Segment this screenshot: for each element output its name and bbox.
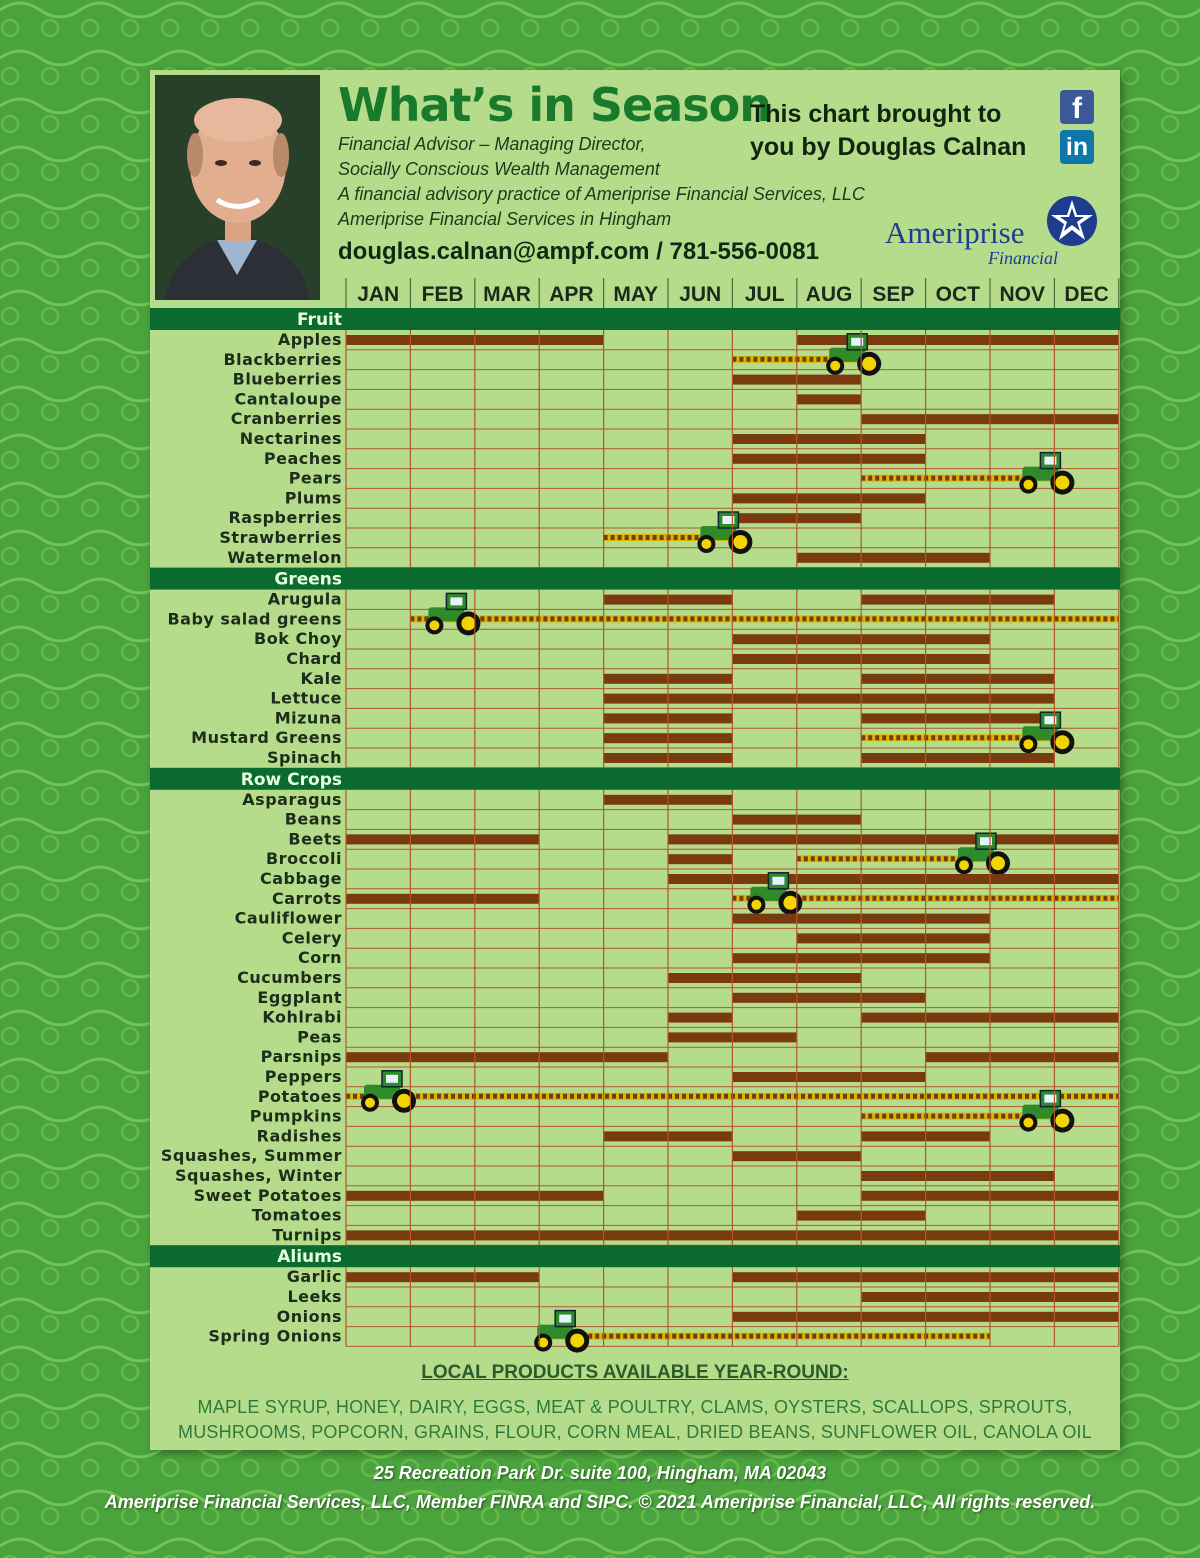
crop-label: Cucumbers xyxy=(237,968,342,987)
season-bar xyxy=(732,1072,925,1082)
crop-label: Kale xyxy=(300,668,342,688)
crop-label: Plums xyxy=(284,488,342,508)
crop-label: Onions xyxy=(276,1306,342,1326)
season-bar xyxy=(732,454,925,464)
sponsor-line-2: you by Douglas Calnan xyxy=(750,133,1027,161)
local-products-line-1: MAPLE SYRUP, HONEY, DAIRY, EGGS, MEAT & POULTRY, CLAMS, OYSTERS, SCALLOPS, SPROUTS, xyxy=(197,1397,1073,1417)
season-bar xyxy=(732,993,925,1003)
crop-label: Potatoes xyxy=(257,1086,342,1106)
season-bar xyxy=(346,834,539,844)
section-title: Row Crops xyxy=(240,769,342,790)
crop-label: Nectarines xyxy=(239,429,342,448)
crop-label: Apples xyxy=(277,330,342,349)
month-header-mar: MAR xyxy=(483,283,531,306)
crop-label: Cranberries xyxy=(230,409,342,429)
footer-disclaimer: Ameriprise Financial Services, LLC, Member FINRA and SIPC. © 2021 Ameriprise Financial, LLC, All rights reserved. xyxy=(104,1492,1096,1512)
season-bar xyxy=(668,874,1119,884)
season-bar xyxy=(668,854,732,864)
season-bar xyxy=(926,1052,1119,1062)
season-grid xyxy=(150,70,1120,1360)
season-bar xyxy=(604,694,1055,704)
month-header-feb: FEB xyxy=(421,283,464,306)
footer-address: 25 Recreation Park Dr. suite 100, Hingham, MA 02043 xyxy=(373,1463,827,1483)
advisor-role: Financial Advisor – Managing Director, xyxy=(338,134,646,154)
advisor-practice: Socially Conscious Wealth Management xyxy=(338,159,660,179)
season-bar xyxy=(861,1171,1054,1181)
crop-label: Carrots xyxy=(272,888,342,908)
crop-label: Garlic xyxy=(286,1267,342,1287)
season-bar xyxy=(668,834,1119,844)
crop-label: Lettuce xyxy=(270,688,342,708)
season-bar xyxy=(861,753,1054,763)
crop-label: Squashes, Winter xyxy=(174,1166,342,1185)
crop-label: Cantaloupe xyxy=(234,389,342,409)
season-bar xyxy=(797,933,990,943)
crop-label: Pears xyxy=(288,468,342,488)
local-products-heading: LOCAL PRODUCTS AVAILABLE YEAR-ROUND: xyxy=(421,1362,849,1383)
season-bar xyxy=(797,335,1119,345)
section-title: Fruit xyxy=(297,310,342,330)
month-header-jul: JUL xyxy=(744,283,785,306)
crop-label: Kohlrabi xyxy=(262,1007,342,1027)
sponsor-line-1: This chart brought to xyxy=(750,100,1002,128)
season-chart-card xyxy=(150,70,1120,1450)
crop-label: Tomatoes xyxy=(251,1205,342,1225)
crop-label: Radishes xyxy=(256,1126,342,1146)
advisor-firm: A financial advisory practice of Ameriprise Financial Services, LLC xyxy=(338,184,865,204)
month-header-dec: DEC xyxy=(1064,283,1109,306)
crop-label: Celery xyxy=(281,928,342,948)
month-header-jun: JUN xyxy=(679,283,722,306)
month-header-nov: NOV xyxy=(999,283,1045,306)
crop-label: Peppers xyxy=(264,1067,342,1086)
month-header-jan: JAN xyxy=(357,283,400,306)
crop-label: Raspberries xyxy=(228,508,342,528)
crop-label: Peaches xyxy=(263,448,342,468)
crop-label: Sweet Potatoes xyxy=(193,1185,342,1205)
crop-label: Blackberries xyxy=(223,349,342,369)
crop-label: Cabbage xyxy=(259,869,342,888)
season-bar xyxy=(668,973,861,983)
crop-label: Corn xyxy=(297,948,342,968)
crop-label: Strawberries xyxy=(219,528,342,547)
crop-label: Cauliflower xyxy=(234,908,342,928)
advisor-office: Ameriprise Financial Services in Hingham xyxy=(338,209,672,229)
season-bar xyxy=(346,1272,539,1282)
crop-label: Pumpkins xyxy=(249,1106,342,1126)
crop-label: Turnips xyxy=(272,1225,342,1245)
season-bar xyxy=(732,493,925,503)
crop-label: Blueberries xyxy=(232,369,342,389)
local-products-line-2: MUSHROOMS, POPCORN, GRAINS, FLOUR, CORN MEAL, DRIED BEANS, SUNFLOWER OIL, CANOLA OIL xyxy=(178,1422,1092,1442)
season-bar xyxy=(861,674,1054,684)
ameriprise-logo-sub: Financial xyxy=(988,248,1058,268)
crop-label: Baby salad greens xyxy=(167,609,342,629)
crop-label: Asparagus xyxy=(242,789,342,809)
contact-info[interactable]: douglas.calnan@ampf.com / 781-556-0081 xyxy=(338,238,819,265)
crop-label: Watermelon xyxy=(227,547,342,567)
crop-label: Peas xyxy=(297,1027,342,1047)
crop-label: Beets xyxy=(288,829,342,849)
month-header-sep: SEP xyxy=(872,283,915,306)
section-title: Aliums xyxy=(277,1247,342,1268)
crop-label: Eggplant xyxy=(257,987,342,1007)
crop-label: Squashes, Summer xyxy=(160,1146,342,1166)
crop-label: Parsnips xyxy=(260,1047,342,1067)
section-band-fruit xyxy=(150,308,1120,330)
page-title: What’s in Season xyxy=(338,78,772,132)
crop-label: Mizuna xyxy=(274,708,342,728)
crop-label: Mustard Greens xyxy=(191,728,342,748)
crop-label: Spring Onions xyxy=(208,1326,342,1346)
season-bar xyxy=(861,713,1054,723)
crop-label: Chard xyxy=(286,649,342,668)
month-header-aug: AUG xyxy=(805,283,853,306)
season-bar xyxy=(668,1013,732,1023)
month-header-may: MAY xyxy=(613,283,659,306)
section-title: Greens xyxy=(274,569,342,590)
season-bar xyxy=(732,434,925,444)
crop-label: Leeks xyxy=(287,1287,342,1306)
season-bar xyxy=(797,394,861,404)
month-header-apr: APR xyxy=(549,283,594,306)
crop-label: Bok Choy xyxy=(254,629,342,649)
season-bar xyxy=(861,595,1054,605)
season-bar xyxy=(346,1052,668,1062)
crop-label: Broccoli xyxy=(265,849,342,869)
month-header-oct: OCT xyxy=(935,283,980,306)
linkedin-icon[interactable]: in xyxy=(1060,130,1094,164)
crop-label: Arugula xyxy=(267,589,342,609)
season-bar xyxy=(346,894,539,904)
crop-label: Beans xyxy=(284,809,342,829)
crop-label: Spinach xyxy=(266,748,342,767)
ameriprise-logo-text: Ameriprise xyxy=(885,215,1025,250)
season-bar xyxy=(797,553,990,563)
facebook-icon[interactable]: f xyxy=(1060,90,1094,124)
